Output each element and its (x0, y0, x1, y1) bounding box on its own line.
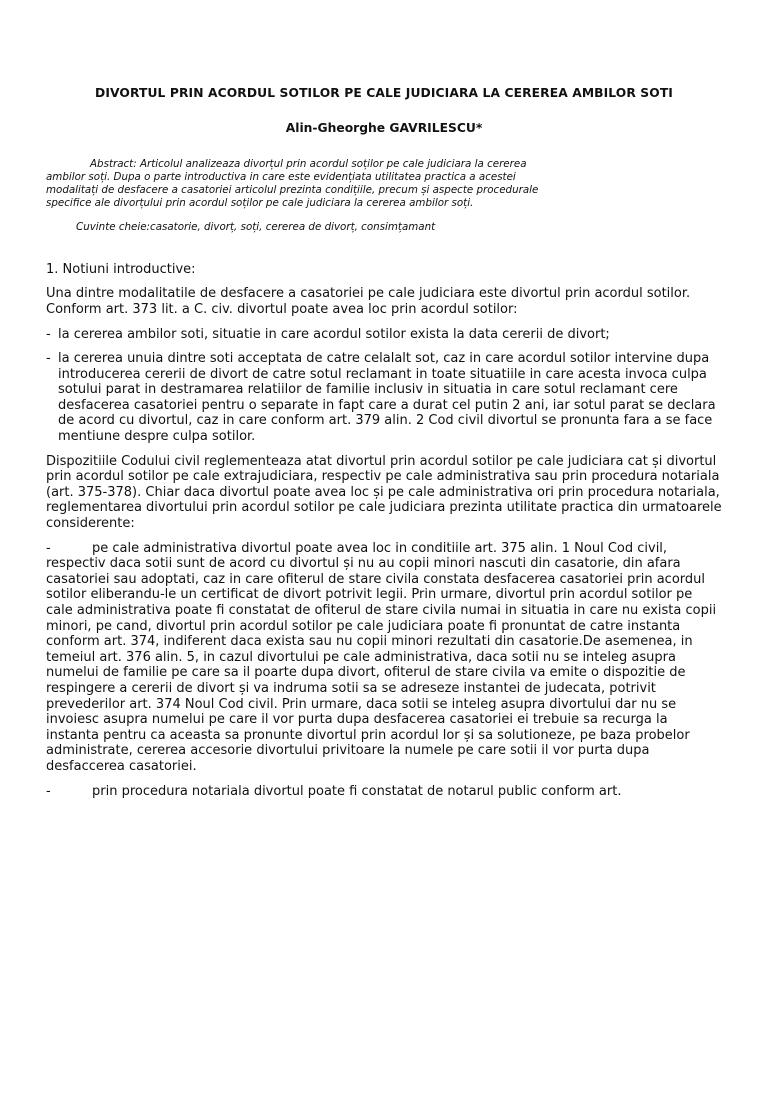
bullet-text: la cererea ambilor soti, situatie in care acordul sotilor exista la data cererii de divort; (58, 326, 610, 342)
bullet-item-4 (46, 784, 722, 800)
abstract-text: Abstract: Articolul analizeaza divorțul prin acordul soților pe cale judiciara la cererea ambilor soți. Dupa o parte introductiva in care este evidențiata utilitatea practica a acestei modalitați de desfacere a casatoriei articolul prezinta condițiile, precum și aspecte procedurale specifice ale divorțului prin acordul soților pe cale judiciara la cererea ambilor soți. (46, 157, 539, 210)
bullet-dash: - (46, 326, 51, 342)
bullet-item-2 (46, 351, 722, 445)
document-title: DIVORTUL PRIN ACORDUL SOTILOR PE CALE JUDICIARA LA CEREREA AMBILOR SOTI (95, 86, 673, 100)
bullet-text: la cererea unuia dintre soti acceptata de catre celalalt sot, caz in care acordul sotilor intervine dupa introducerea cererii de divort de catre sotul reclamant in toate situatiile in care acesta invoca culpa sotului parat in destramarea relatiilor de familie inclusiv in situatia in care sotul reclamant cere desfacerea casatoriei pentru o separate in fapt care a durat cel putin 2 ani, iar sotul parat se declara de acord cu divortul, caz in care conform art. 379 alin. 2 Cod civil divortul se pronunta fara a se face mentiune despre culpa sotilor. (58, 351, 716, 445)
author-name: Alin-Gheorghe GAVRILESCU* (285, 120, 483, 135)
bullet-text: prin procedura notariala divortul poate fi constatat de notarul public conform art. (92, 783, 622, 799)
paragraph-dispozitii: Dispozitiile Codului civil reglementeaza atat divortul prin acordul sotilor pe cale judiciara cat și divortul prin acordul sotilor pe cale extrajudiciara, respectiv pe cale administrativa sau prin procedura notariala (art. 375-378). Chiar daca divortul poate avea loc și pe cale administrativa ori prin procedura notariala, reglementarea divortului prin acordul sotilor pe cale judiciara prezinta utilitate practica din urmatoarele considerente: (46, 453, 722, 532)
section-heading: 1. Notiuni introductive: (46, 262, 196, 278)
bullet-text: pe cale administrativa divortul poate avea loc in conditiile art. 375 alin. 1 Noul Cod civil, respectiv daca sotii sunt de acord cu divortul și nu au copii minori nascuti din casatorie, din afara casatoriei sau adoptati, caz in care ofiterul de stare civila constata desfacerea casatoriei prin acordul sotilor eliberandu-le un certificat de divort potrivit legii. Prin urmare, divortul prin acordul sotilor pe cale administrativa poate fi constatat de ofiterul de stare civila numai in situatia in care nu exista copii minori, pe cand, divortul prin acordul sotilor pe cale judiciara poate fi pronuntat de catre instanta conform art. 374, indiferent daca exista sau nu copii minori rezultati din casatorie.De asemenea, in temeiul art. 376 alin. 5, in cazul divortului pe cale administrativa, daca sotii nu se inteleg asupra numelui de familie pe care sa il poarte dupa divort, ofiterul de stare civila va emite o dispozitie de respingere a cererii de divort și va indruma sotii sa se adreseze instantei de judecata, potrivit prevederilor art. 374 Noul Cod civil. Prin urmare, daca sotii se inteleg asupra divortului dar nu se invoiesc asupra numelui pe care il vor purta dupa desfacerea casatoriei ei trebuie sa recurga la instanta pentru ca aceasta sa pronunte divortul prin acordul lor și sa solutioneze, pe baza probelor administrate, cererea accesorie divortului privitoare la numele pe care sotii il vor purta dupa desfaccerea casatoriei. (46, 540, 717, 774)
paragraph-intro: Una dintre modalitatile de desfacere a casatoriei pe cale judiciara este divortul prin acordul sotilor. Conform art. 373 lit. a C. civ. divortul poate avea loc prin acordul sotilor: (46, 286, 691, 317)
keywords-text: Cuvinte cheie:casatorie, divorț, soți, cererea de divorț, consimțamant (76, 221, 436, 234)
document-page (0, 86, 768, 1110)
bullet-dash: - (46, 540, 51, 556)
bullet-dash: - (46, 351, 51, 367)
bullet-item-1 (46, 327, 722, 343)
bullet-item-3 (46, 541, 722, 775)
bullet-dash: - (46, 783, 51, 799)
